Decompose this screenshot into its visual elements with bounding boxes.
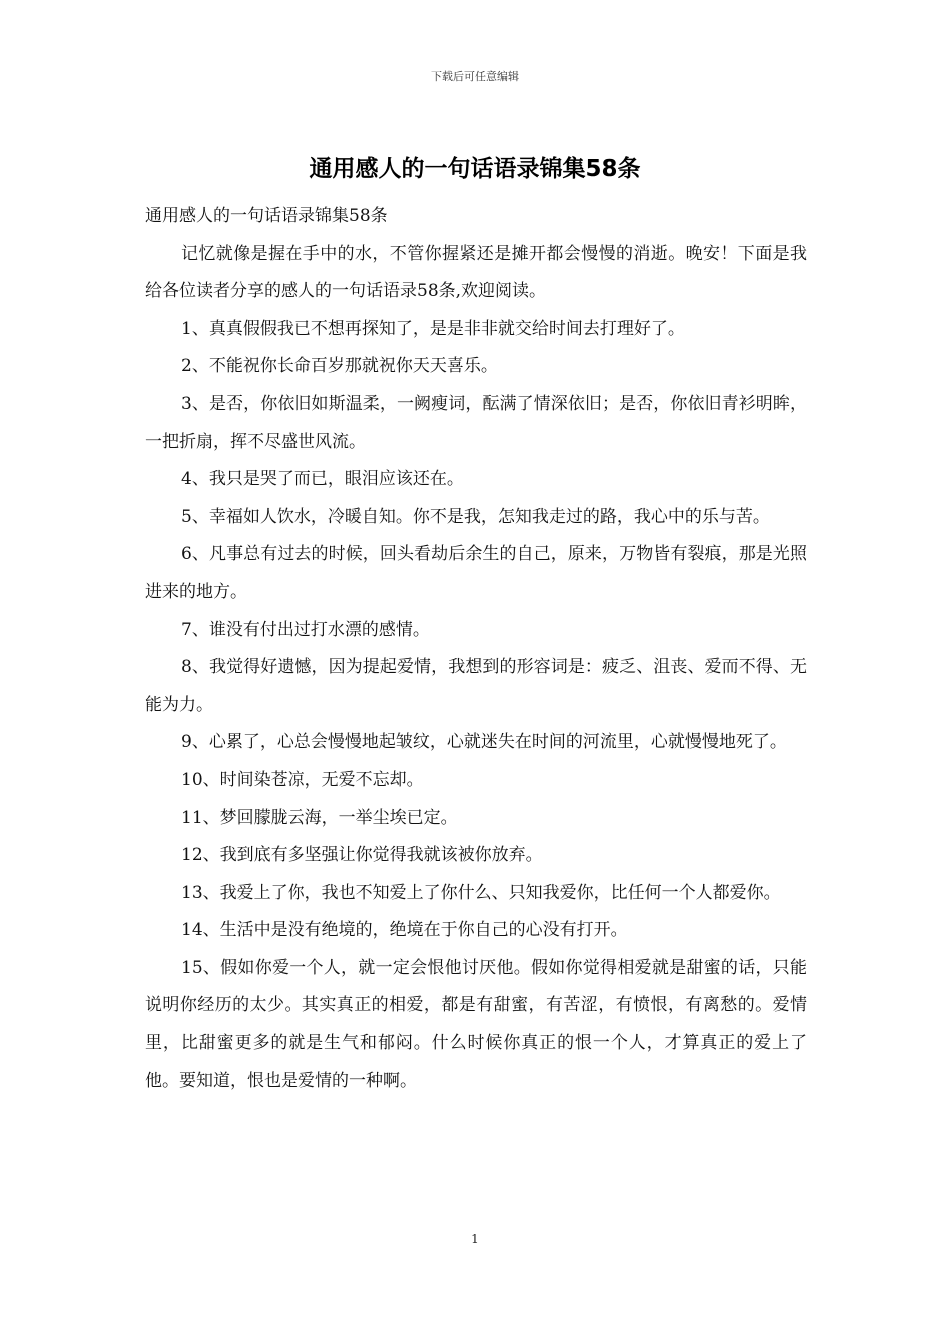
- quote-item: 6、凡事总有过去的时候，回头看劫后余生的自己，原来，万物皆有裂痕，那是光照进来的地方。: [145, 544, 807, 602]
- quote-item: 10、时间染苍凉，无爱不忘却。: [181, 769, 424, 790]
- quote-item: 15、假如你爱一个人，就一定会恨他讨厌他。假如你觉得相爱就是甜蜜的话，只能说明你经历的太少。其实真正的相爱，都是有甜蜜，有苦涩，有愤恨，有离愁的。爱情里，比甜蜜更多的就是生气和郁闷。什么时候你真正的恨一个人，才算真正的爱上了他。要知道，恨也是爱情的一种啊。: [145, 957, 807, 1091]
- quote-item: 1、真真假假我已不想再探知了，是是非非就交给时间去打理好了。: [181, 318, 685, 339]
- quote-item: 14、生活中是没有绝境的，绝境在于你自己的心没有打开。: [181, 920, 628, 941]
- quote-item: 3、是否，你依旧如斯温柔，一阙瘦词，酝满了情深依旧；是否，你依旧青衫明眸，一把折扇，挥不尽盛世风流。: [145, 393, 807, 452]
- quote-item: 4、我只是哭了而已，眼泪应该还在。: [181, 469, 464, 490]
- quote-item: 12、我到底有多坚强让你觉得我就该被你放弃。: [181, 845, 543, 866]
- quote-item: 2、不能祝你长命百岁那就祝你天天喜乐。: [181, 356, 498, 377]
- page-number: 1: [471, 1232, 479, 1246]
- document-title: 通用感人的一句话语录锦集58条: [309, 156, 641, 182]
- quote-item: 9、心累了，心总会慢慢地起皱纹，心就迷失在时间的河流里，心就慢慢地死了。: [181, 732, 787, 753]
- document-body: [145, 198, 807, 1100]
- quote-item: 5、幸福如人饮水，冷暖自知。你不是我，怎知我走过的路，我心中的乐与苦。: [181, 506, 770, 527]
- paragraph-intro: 记忆就像是握在手中的水，不管你握紧还是摊开都会慢慢的消逝。晚安！下面是我给各位读者分享的感人的一句话语录58条,欢迎阅读。: [145, 243, 807, 302]
- subtitle: 通用感人的一句话语录锦集58条: [145, 206, 388, 226]
- quote-item: 11、梦回朦胧云海，一举尘埃已定。: [181, 807, 458, 828]
- header-note: 下载后可任意编辑: [431, 70, 519, 83]
- quote-item: 8、我觉得好遗憾，因为提起爱情，我想到的形容词是：疲乏、沮丧、爱而不得、无能为力。: [145, 657, 807, 715]
- quote-item: 13、我爱上了你，我也不知爱上了你什么、只知我爱你，比任何一个人都爱你。: [181, 882, 781, 903]
- quote-item: 7、谁没有付出过打水漂的感情。: [181, 619, 430, 640]
